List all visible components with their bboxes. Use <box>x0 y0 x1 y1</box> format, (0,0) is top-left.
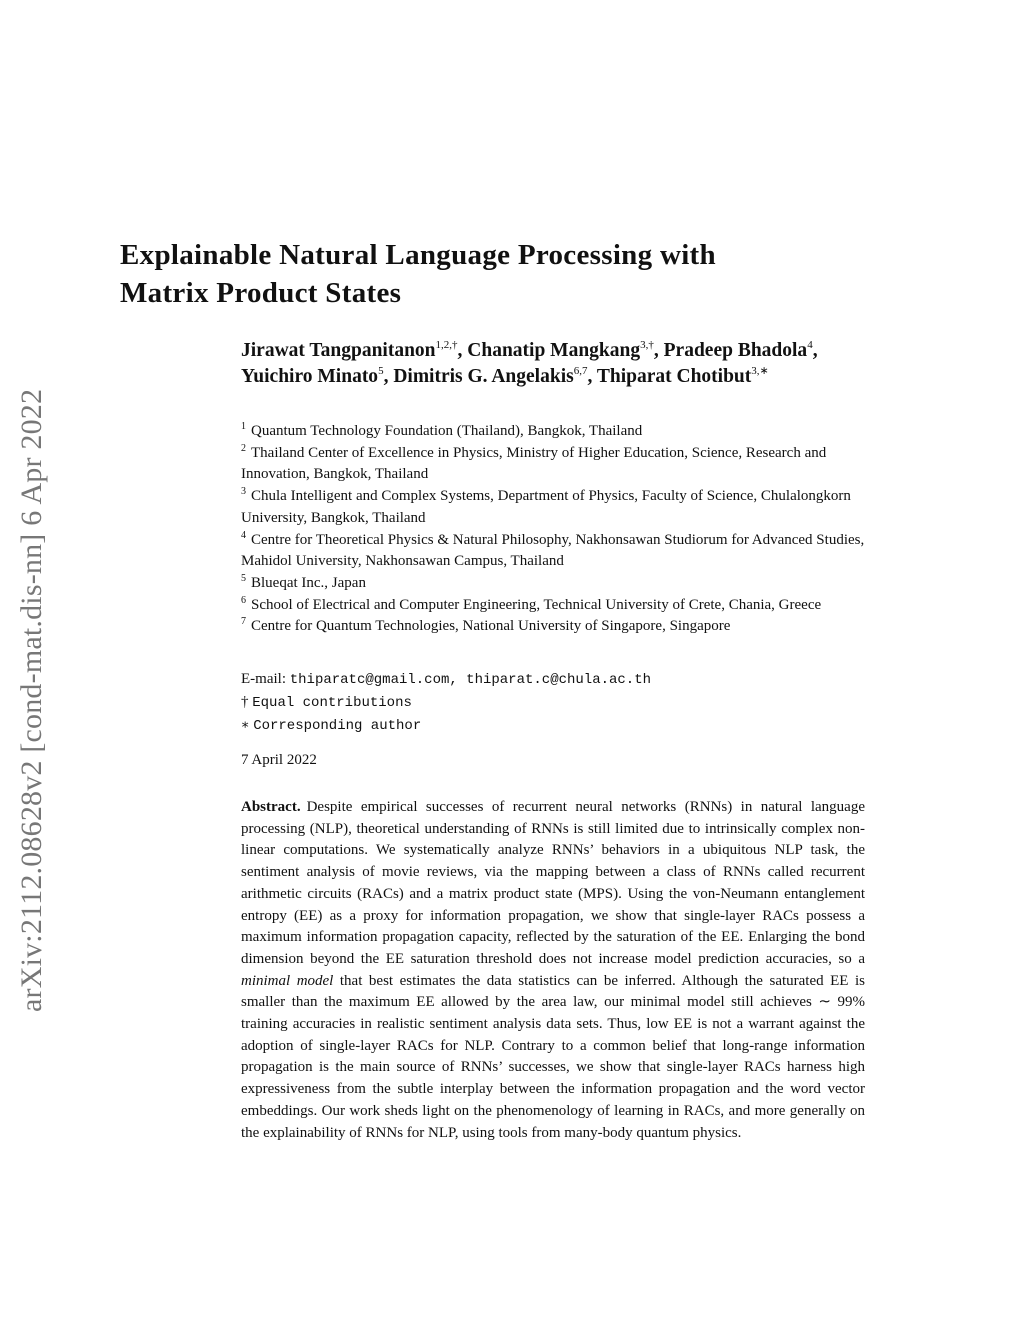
publication-date: 7 April 2022 <box>241 752 317 768</box>
affiliation: $^6$ School of Electrical and Computer Engineering, Technical University of Crete, Chania, Greece <box>241 594 822 613</box>
author: Dimitris G. Angelakis$^{6,7}$, <box>393 365 597 387</box>
equal-contribution-text: Equal contributions <box>252 695 412 711</box>
arxiv-identifier: arXiv:2112.08628v2 [cond-mat.dis-nn] 6 Apr 2022 <box>15 388 48 1012</box>
author: Thiparat Chotibut$^{3,∗}$ <box>596 365 769 387</box>
abstract-italic-term: minimal model <box>241 972 334 989</box>
affiliation: $^7$ Centre for Quantum Technologies, National University of Singapore, Singapore <box>241 616 731 635</box>
corresponding-author-text: Corresponding author <box>253 718 422 734</box>
affiliation: $^4$ Centre for Theoretical Physics & Natural Philosophy, Nakhonsawan Studiorum for Advanced Studies, Mahidol University, Nakhonsawan Campus, Thailand <box>241 529 865 570</box>
email-addresses[interactable]: thiparatc@gmail.com, thiparat.c@chula.ac.th <box>289 672 652 688</box>
corresponding-author-note <box>241 714 881 737</box>
affiliation: $^3$ Chula Intelligent and Complex Systems, Department of Physics, Faculty of Science, Chulalongkorn University, Bangkok, Thailand <box>241 486 851 526</box>
equal-contribution-note <box>241 691 881 714</box>
author: Jirawat Tangpanitanon$^{1,2,\dagger}$, <box>241 339 468 361</box>
paper-title <box>120 236 880 312</box>
title-line-1: Explainable Natural Language Processing with <box>120 239 716 271</box>
email-line <box>241 668 881 691</box>
abstract-text-1: Despite empirical successes of recurrent neural networks (RNNs) in natural language processing (NLP), theoretical understanding of RNNs is still limited due to intrinsically complex non-linear computations. We systematically analyze RNNs’ behaviors in a ubiquitous NLP task, the sentiment analysis of movie reviews, via the mapping between a class of RNNs called recurrent arithmetic circuits (RACs) and a matrix product state (MPS). Using the von-Neumann entanglement entropy (EE) as a proxy for information propagation, we show that single-layer RACs possess a maximum information propagation capacity, reflected by the saturation of the EE. Enlarging the bond dimension beyond the EE saturation threshold does not increase model prediction accuracies, so a <box>241 799 865 967</box>
affiliation-list <box>241 421 871 638</box>
abstract-text-2: that best estimates the data statistics can be inferred. Although the saturated EE is smaller than the maximum EE allowed by the area law, our minimal model still achieves ∼ 99% training accuracies in realistic sentiment analysis data sets. Thus, low EE is not a warrant against the adoption of single-layer RACs for NLP. Contrary to a common belief that long-range information propagation is the main source of RNNs’ successes, we show that single-layer RACs harness high expressiveness from the subtle interplay between the information propagation and the word vector embeddings. Our work sheds light on the phenomenology of learning in RACs, and more generally on the explainability of RNNs for NLP, using tools from many-body quantum physics. <box>241 972 866 1141</box>
email-label: E-mail: <box>241 671 286 687</box>
abstract-label: Abstract. <box>241 799 301 815</box>
author: Chanatip Mangkang$^{3,\dagger}$, <box>467 339 664 361</box>
affiliation: $^2$ Thailand Center of Excellence in Physics, Ministry of Higher Education, Science, Research and Innovation, Bangkok, Thailand <box>241 442 827 483</box>
author-list <box>241 338 881 390</box>
affiliation: $^5$ Blueqat Inc., Japan <box>241 572 366 591</box>
abstract <box>241 797 865 1144</box>
title-line-2: Matrix Product States <box>120 277 402 309</box>
dagger-symbol: † <box>241 694 249 710</box>
author: Pradeep Bhadola$^4$, <box>663 339 818 361</box>
affiliation: $^1$ Quantum Technology Foundation (Thailand), Bangkok, Thailand <box>241 421 643 439</box>
star-symbol: ∗ <box>241 718 250 734</box>
author: Yuichiro Minato$^5$, <box>241 365 394 387</box>
contact-block <box>241 668 881 737</box>
